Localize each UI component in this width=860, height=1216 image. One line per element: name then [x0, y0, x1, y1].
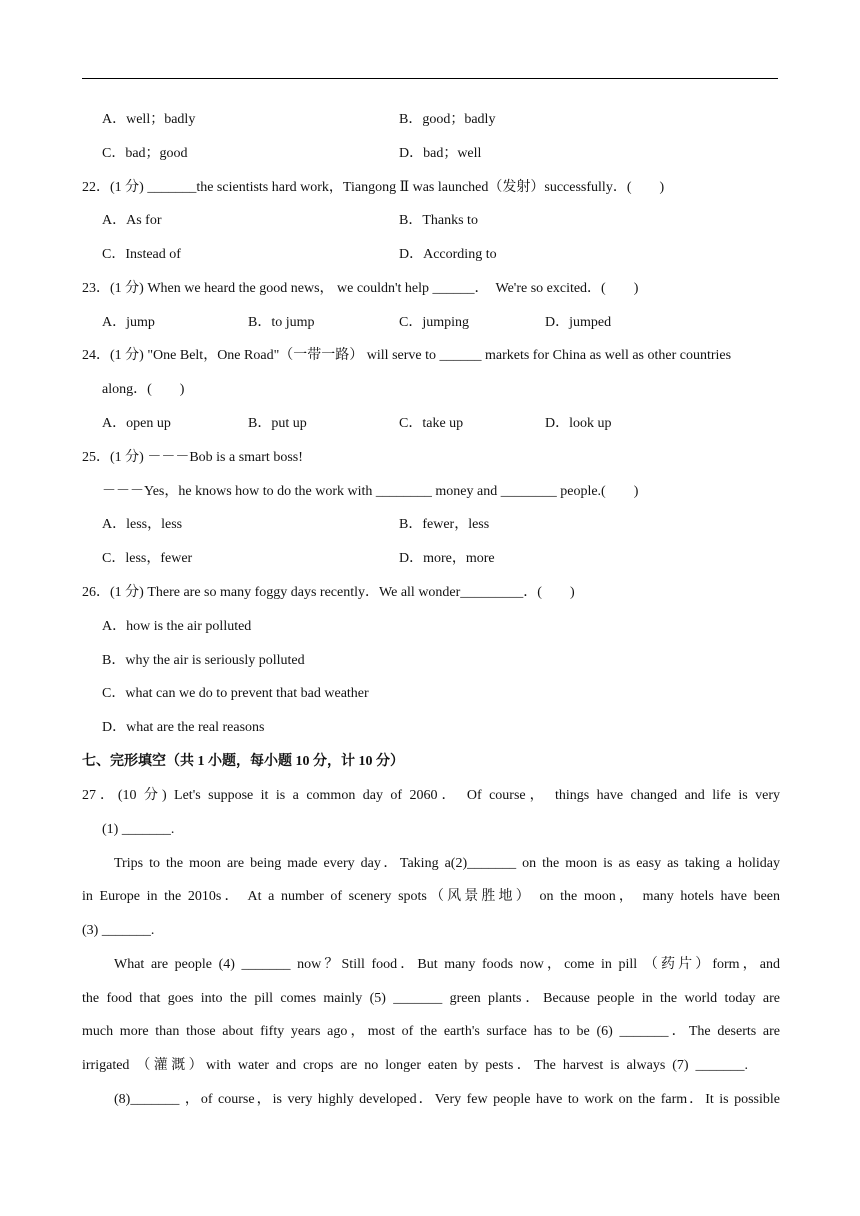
q27-line-3: Trips to the moon are being made every day．Taking a(2)_______ on the moon is as easy as taking a holiday [114, 856, 780, 871]
section-heading: 七、完形填空（共 1 小题，每小题 10 分，计 10 分） [82, 754, 404, 769]
q25-option-c[interactable]: C．less，fewer [102, 551, 193, 566]
q25-option-d[interactable]: D．more，more [399, 551, 495, 566]
q27-line-2: (1) _______. [102, 822, 175, 837]
q22-option-d[interactable]: D．According to [399, 247, 497, 262]
q26-option-a[interactable]: A．how is the air polluted [102, 619, 252, 634]
q25-stem-continued: －－－Yes，he knows how to do the work with ________ money and ________ people.( ) [102, 484, 639, 499]
q27-line-4: in Europe in the 2010s． At a number of scenery spots（风景胜地） on the moon， many hotels have been [82, 889, 780, 904]
q25-stem: 25．(1 分) －－－Bob is a smart boss! [82, 450, 303, 465]
q26-option-c[interactable]: C．what can we do to prevent that bad weather [102, 686, 369, 701]
q21-option-a[interactable]: A．well；badly [102, 112, 196, 127]
q22-stem: 22．(1 分) _______the scientists hard work，Tiangong Ⅱ was launched（发射）successfully．( ) [82, 180, 665, 195]
q23-option-a[interactable]: A．jump [102, 315, 155, 330]
q27-line-8: much more than those about fifty years ago，most of the earth's surface has to be (6) _______．The deserts are [82, 1024, 780, 1039]
q23-option-c[interactable]: C．jumping [399, 315, 470, 330]
q25-option-b[interactable]: B．fewer，less [399, 517, 490, 532]
q27-line-1: 27．(10 分) Let's suppose it is a common day of 2060． Of course， things have changed and life is very [82, 788, 780, 803]
q27-line-6: What are people (4) _______ now？Still food．But many foods now，come in pill （药片）form，and [114, 957, 780, 972]
q26-option-d[interactable]: D．what are the real reasons [102, 720, 265, 735]
q26-stem: 26．(1 分) There are so many foggy days recently．We all wonder_________．( ) [82, 585, 575, 600]
q24-option-d[interactable]: D．look up [545, 416, 612, 431]
q24-option-c[interactable]: C．take up [399, 416, 464, 431]
q22-option-a[interactable]: A．As for [102, 213, 162, 228]
q23-option-d[interactable]: D．jumped [545, 315, 612, 330]
q27-line-5: (3) _______. [82, 923, 155, 938]
q23-stem: 23．(1 分) When we heard the good news， we couldn't help ______． We're so excited．( ) [82, 281, 639, 296]
q23-option-b[interactable]: B．to jump [248, 315, 315, 330]
q21-option-c[interactable]: C．bad；good [102, 146, 188, 161]
q24-stem-continued: along．( ) [102, 382, 185, 397]
q24-option-b[interactable]: B．put up [248, 416, 307, 431]
q22-option-c[interactable]: C．Instead of [102, 247, 181, 262]
q25-option-a[interactable]: A．less，less [102, 517, 183, 532]
q24-option-a[interactable]: A．open up [102, 416, 171, 431]
q27-line-10: (8)_______ ，of course，is very highly developed．Very few people have to work on the farm．It is possible [114, 1092, 780, 1107]
q21-option-b[interactable]: B．good；badly [399, 112, 496, 127]
q27-line-9: irrigated （灌溉）with water and crops are no longer eaten by pests．The harvest is always (7) _______. [82, 1058, 748, 1073]
q24-stem: 24．(1 分) "One Belt，One Road"（一带一路） will serve to ______ markets for China as well as other countries [82, 348, 732, 363]
q22-option-b[interactable]: B．Thanks to [399, 213, 478, 228]
q21-option-d[interactable]: D．bad；well [399, 146, 482, 161]
q27-line-7: the food that goes into the pill comes mainly (5) _______ green plants．Because people in the world today are [82, 991, 780, 1006]
header-rule [82, 78, 778, 79]
q26-option-b[interactable]: B．why the air is seriously polluted [102, 653, 305, 668]
